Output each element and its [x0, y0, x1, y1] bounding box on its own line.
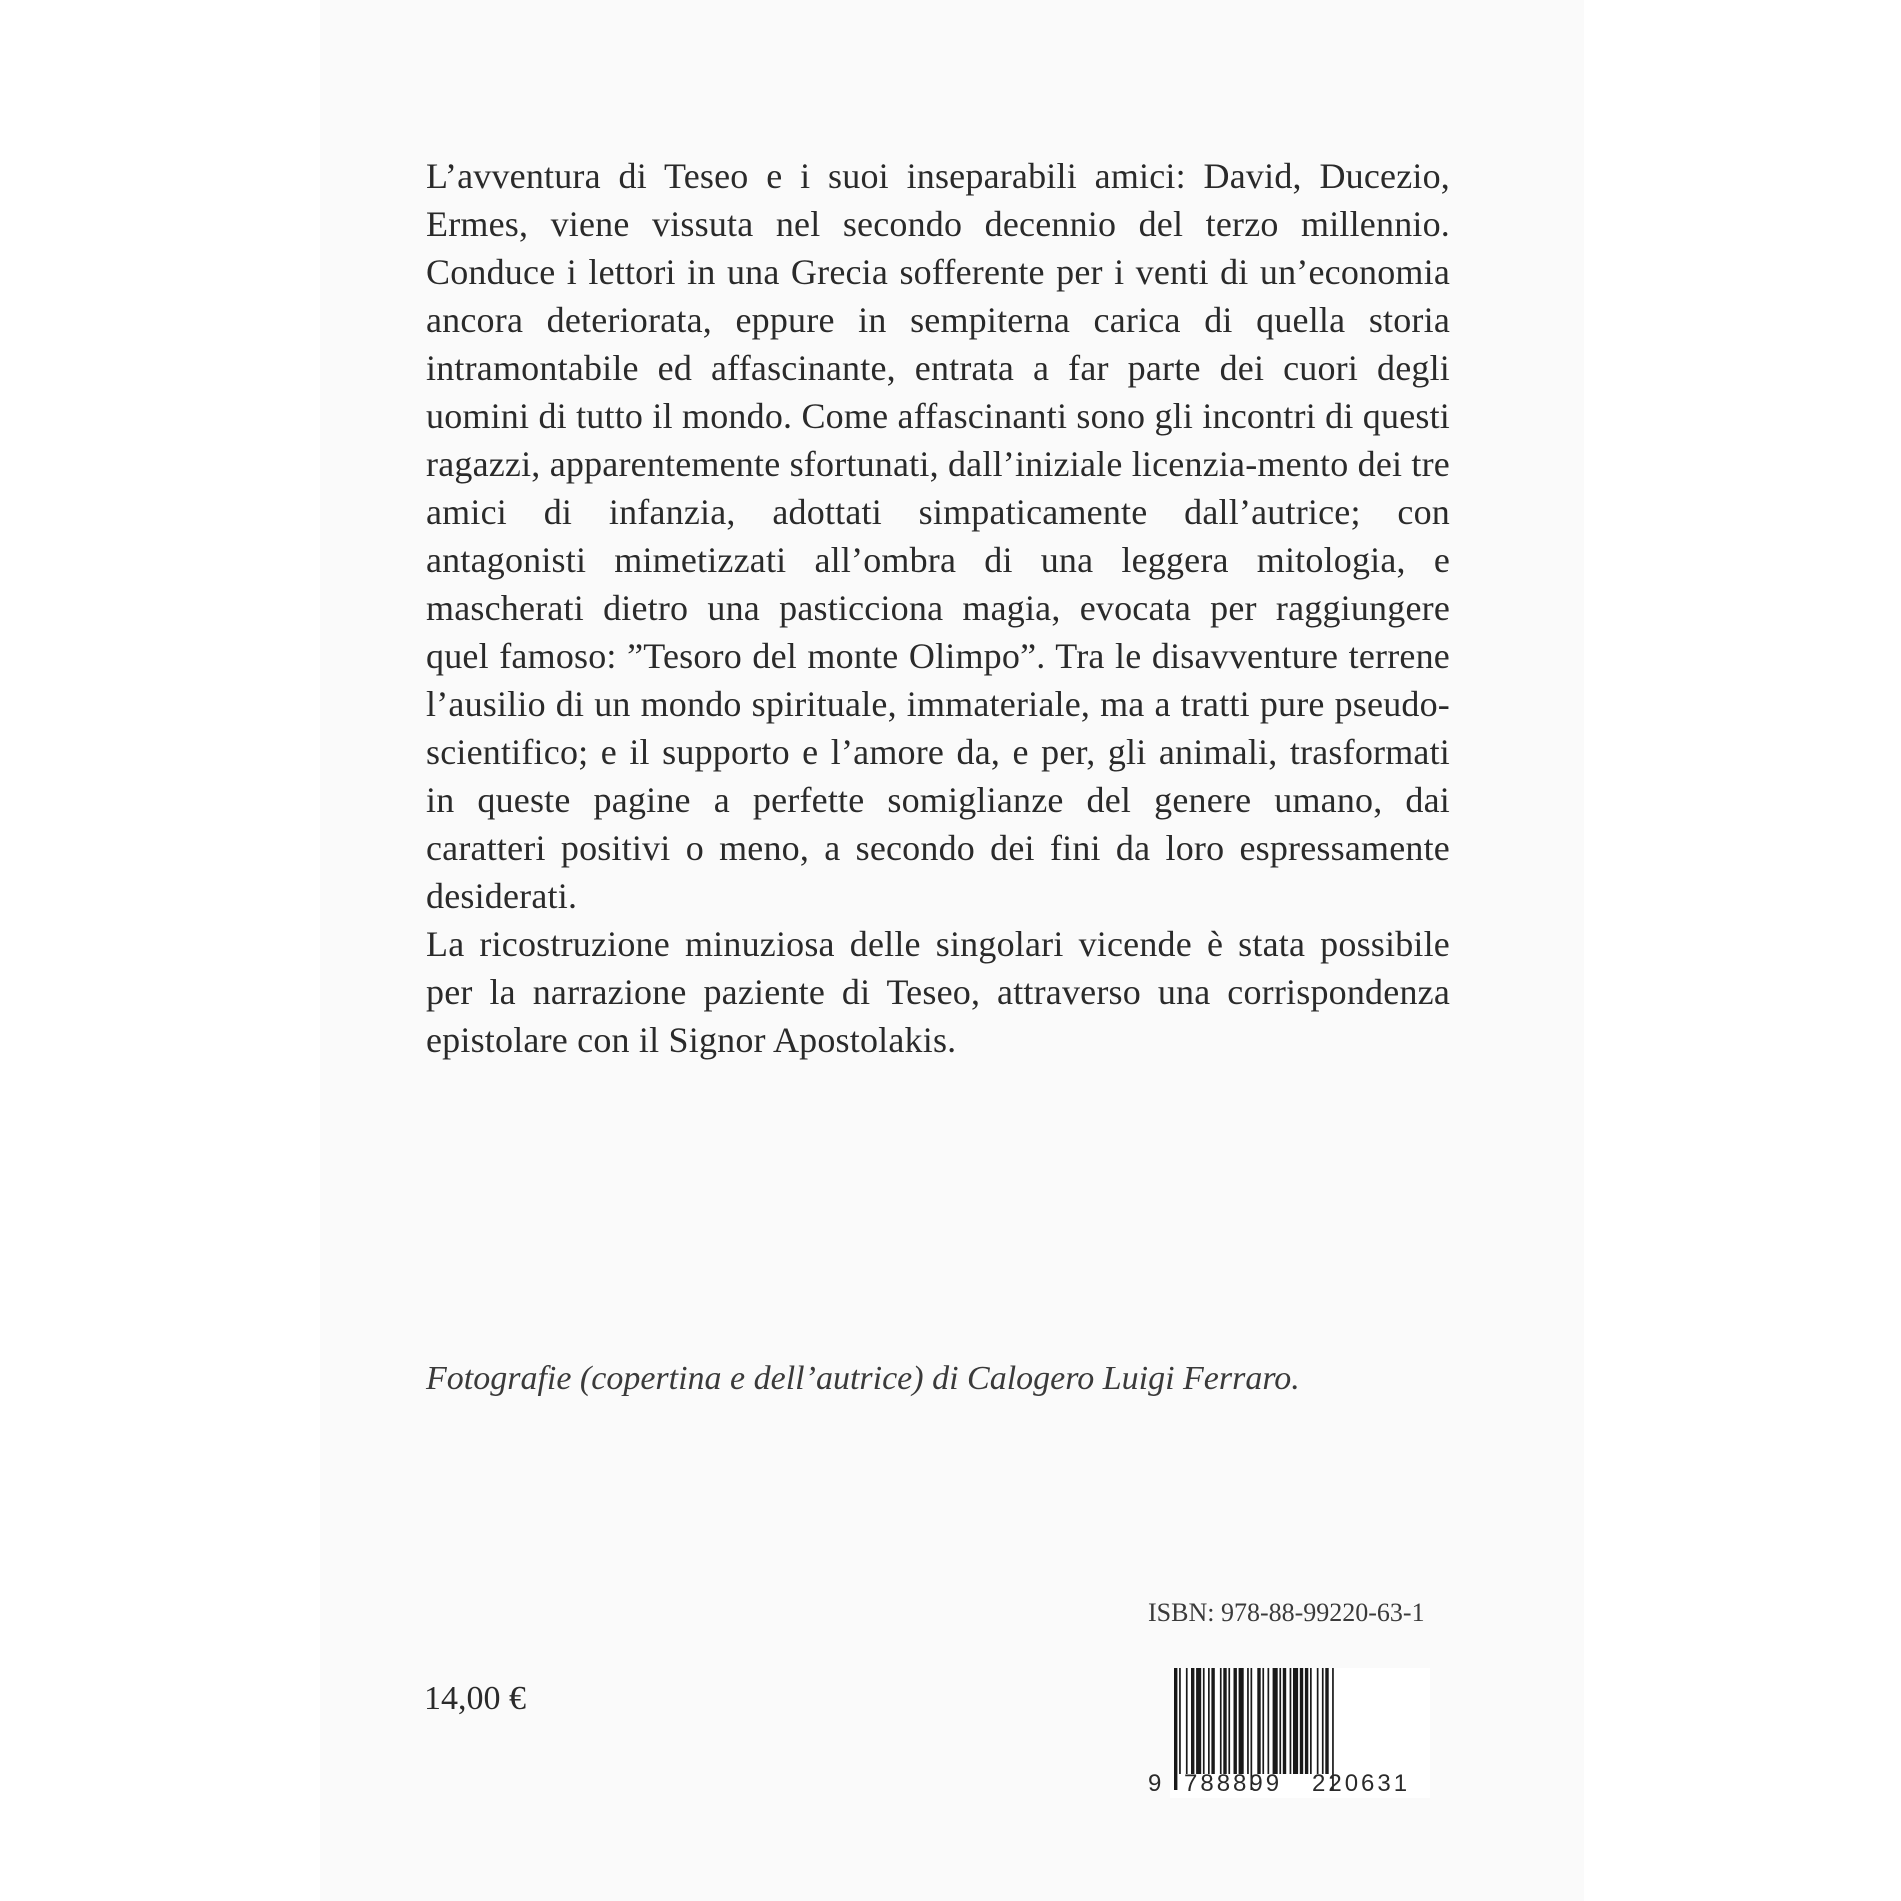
barcode-bar: [1290, 1668, 1292, 1774]
barcode-bar: [1203, 1668, 1205, 1774]
barcode-bar: [1196, 1668, 1201, 1774]
barcode-bar: [1247, 1668, 1249, 1774]
blurb-paragraph-1: L’avventura di Teseo e i suoi inseparabili amici: David, Ducezio, Ermes, viene vissuta nel secondo decennio del terzo millennio. Conduce i lettori in una Grecia sofferente per i venti di un’economia ancora deteriorata, eppure in sempiterna carica di quella storia intramontabile ed affascinante, entrata a far parte dei cuori degli uomini di tutto il mondo. Come affascinanti sono gli incontri di questi ragazzi, apparentemente sfortunati, dall’iniziale licenzia-mento dei tre amici di infanzia, adottati simpaticamente dall’autrice; con antagonisti mimetizzati all’ombra di una leggera mitologia, e mascherati dietro una pasticciona magia, evocata per raggiungere quel famoso: ”Tesoro del monte Olimpo”. Tra le disavventure terrene l’ausilio di un mondo spirituale, immateriale, ma a tratti pure pseudo-scientifico; e il supporto e l’amore da, e per, gli animali, trasformati in queste pagine a perfette somiglianze del genere umano, dai caratteri positivi o meno, a secondo dei fini da loro espressamente desiderati.: [426, 156, 1450, 916]
barcode-bar: [1305, 1668, 1308, 1774]
barcode-digits-right: 220631: [1312, 1770, 1411, 1797]
barcode-bar: [1262, 1668, 1264, 1774]
barcode-digit-first: 9: [1148, 1770, 1162, 1797]
barcode-bar: [1234, 1668, 1237, 1774]
barcode-bar: [1273, 1668, 1278, 1774]
barcode-bar: [1179, 1668, 1181, 1774]
barcode-bar: [1317, 1668, 1319, 1774]
barcode-bar: [1268, 1668, 1270, 1774]
barcode-bar: [1293, 1668, 1298, 1774]
barcode-bar: [1191, 1668, 1194, 1774]
barcode-bar: [1174, 1668, 1177, 1790]
barcode-digits-left: 788899: [1184, 1770, 1283, 1797]
barcode-bar: [1283, 1668, 1286, 1774]
barcode-bar: [1211, 1668, 1214, 1774]
barcode-bar: [1223, 1668, 1226, 1774]
blurb-text: [426, 152, 1450, 1064]
photo-credits: Fotografie (copertina e dell’autrice) di Calogero Luigi Ferraro.: [426, 1360, 1300, 1397]
barcode-bar: [1186, 1668, 1188, 1774]
barcode-bar: [1322, 1668, 1324, 1774]
barcode-bar: [1220, 1668, 1222, 1774]
barcode-bar: [1239, 1668, 1244, 1774]
back-cover: [320, 0, 1584, 1901]
barcode-bar: [1325, 1668, 1328, 1774]
isbn-label: ISBN: 978-88-99220-63-1: [1148, 1598, 1425, 1627]
barcode-bar: [1208, 1668, 1210, 1774]
barcode-bar: [1310, 1668, 1312, 1774]
barcode-bar: [1228, 1668, 1230, 1774]
barcode-bar: [1257, 1668, 1260, 1774]
barcode-bar: [1279, 1668, 1281, 1774]
blurb-paragraph-2: La ricostruzione minuziosa delle singolari vicende è stata possibile per la narrazione paziente di Teseo, attraverso una corrispondenza epistolare con il Signor Apostolakis.: [426, 924, 1450, 1060]
price-label: 14,00 €: [424, 1680, 526, 1717]
barcode-bar: [1300, 1668, 1303, 1774]
